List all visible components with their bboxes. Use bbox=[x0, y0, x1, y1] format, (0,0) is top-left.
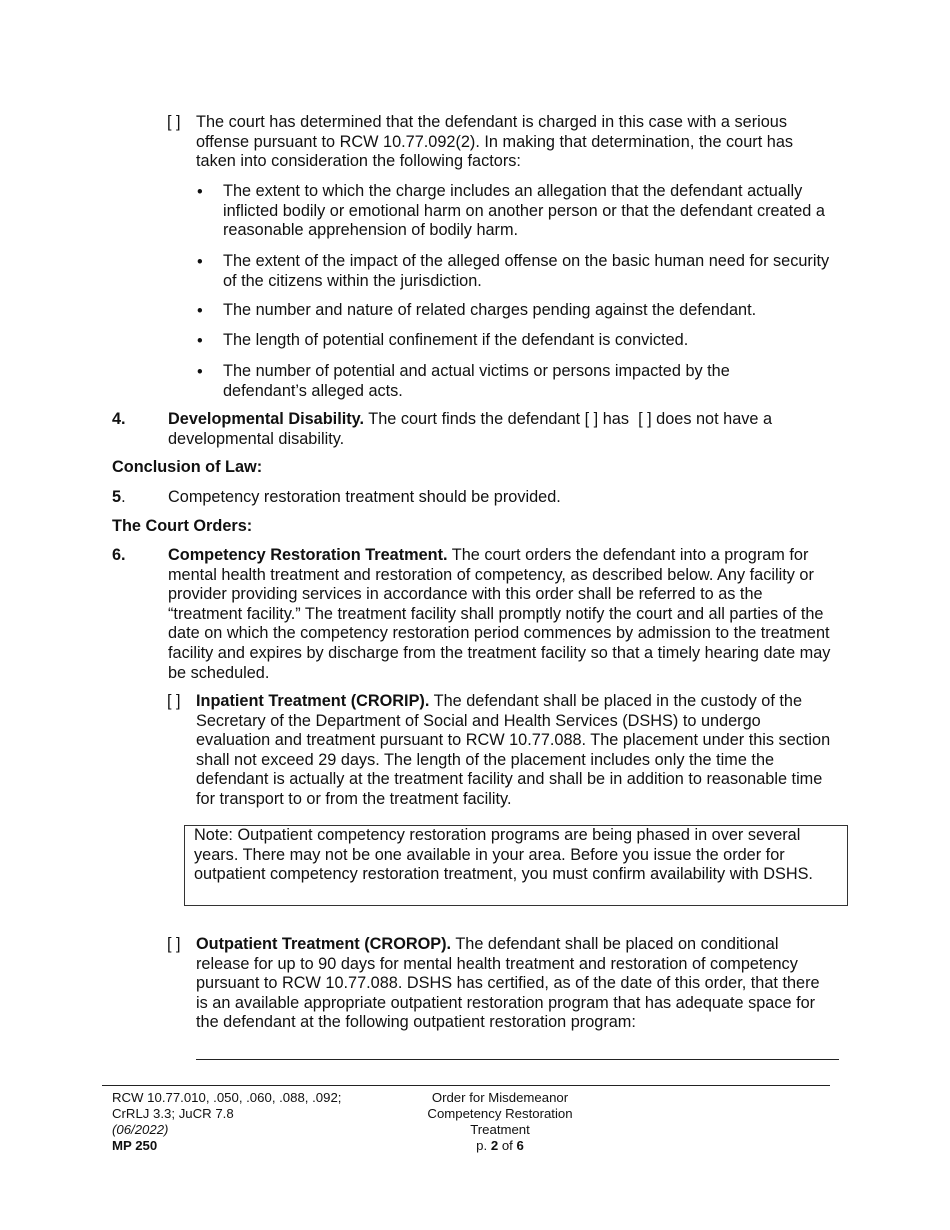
footer-page-number: p. 2 of 6 bbox=[476, 1138, 524, 1153]
bullet-icon: • bbox=[197, 302, 203, 320]
outpatient-checkbox[interactable]: [ ] bbox=[167, 935, 181, 953]
outpatient-body: The defendant shall be placed on conditional release for up to 90 days for mental health treatment and restoration of competency pursuant to RCW 10.77.088. DSHS has certified, as of the date of this order, that there is an available appropriate outpatient restoration program that has adequate space for the defendant at the following outpatient restoration program: bbox=[196, 935, 820, 1032]
factor-item: The length of potential confinement if the defendant is convicted. bbox=[223, 331, 689, 349]
program-name-blank-line[interactable] bbox=[196, 1059, 839, 1060]
serious-offense-text: The court has determined that the defendant is charged in this case with a serious offense pursuant to RCW 10.77.092(2). In making that determination, the court has taken into consideration the following factors: bbox=[196, 113, 794, 171]
footer-divider bbox=[102, 1085, 830, 1086]
factor-item: The number of potential and actual victims or persons impacted by the defendant’s alleged acts. bbox=[223, 362, 730, 400]
outpatient-title: Outpatient Treatment (CROROP). bbox=[196, 935, 452, 953]
inpatient-title: Inpatient Treatment (CRORIP). bbox=[196, 692, 430, 710]
item-5-text: Competency restoration treatment should be provided. bbox=[168, 488, 561, 506]
bullet-icon: • bbox=[197, 332, 203, 350]
item-6-body: The court orders the defendant into a program for mental health treatment and restoration of competency, as described below. Any facility or provider providing services in accordance with this order shall be referred to as the “treatment facility.” The treatment facility shall promptly notify the court and all parties of the date on which the competency restoration period commences by admission to the treatment facility and expires by discharge from the treatment facility so that a timely hearing date may be scheduled. bbox=[168, 546, 831, 682]
outpatient-note-box bbox=[184, 825, 848, 906]
outpatient-text bbox=[196, 935, 832, 1033]
does-not-have-checkbox[interactable]: [ ] bbox=[638, 410, 652, 428]
footer-statutes-line1: RCW 10.77.010, .050, .060, .088, .092; bbox=[112, 1090, 342, 1105]
item-4-lead: The court finds the defendant bbox=[368, 410, 581, 428]
inpatient-body: The defendant shall be placed in the custody of the Secretary of the Department of Social and Health Services (DSHS) to undergo evaluation and treatment pursuant to RCW 10.77.088. The placement under this section shall not exceed 29 days. The length of the placement includes only the time the defendant is actually at the treatment facility and shall be in addition to reasonable time for transport to or from the treatment facility. bbox=[196, 692, 831, 808]
has-option: has bbox=[602, 410, 629, 428]
item-6-number: 6. bbox=[112, 546, 126, 564]
footer-title-line3: Treatment bbox=[470, 1122, 530, 1137]
orders-heading: The Court Orders: bbox=[112, 517, 253, 535]
bullet-icon: • bbox=[197, 253, 203, 271]
factor-item: The extent to which the charge includes an allegation that the defendant actually inflicted bodily or emotional harm on another person or that the defendant created a reasonable apprehension of bodily harm. bbox=[223, 182, 825, 240]
footer-form-number: MP 250 bbox=[112, 1138, 158, 1153]
item-5-number: 5. bbox=[112, 488, 126, 506]
inpatient-text bbox=[196, 692, 836, 810]
footer-statutes-line2: CrRLJ 3.3; JuCR 7.8 bbox=[112, 1106, 234, 1121]
factor-item: The extent of the impact of the alleged offense on the basic human need for security of the citizens within the jurisdiction. bbox=[223, 252, 830, 290]
item-6-title: Competency Restoration Treatment. bbox=[168, 546, 448, 564]
footer-title-line1: Order for Misdemeanor bbox=[431, 1090, 569, 1105]
conclusion-heading: Conclusion of Law: bbox=[112, 458, 263, 476]
factor-item: The number and nature of related charges pending against the defendant. bbox=[223, 301, 757, 319]
footer-title-line2: Competency Restoration bbox=[427, 1106, 573, 1121]
item-6-text bbox=[168, 546, 840, 683]
footer-date: (06/2022) bbox=[112, 1122, 169, 1137]
item-4-number: 4. bbox=[112, 410, 126, 428]
has-checkbox[interactable]: [ ] bbox=[584, 410, 599, 428]
bullet-icon: • bbox=[197, 363, 203, 381]
item-4-title: Developmental Disability. bbox=[168, 410, 365, 428]
serious-offense-checkbox[interactable]: [ ] bbox=[167, 113, 181, 131]
does-not-have-option: does not have a developmental disability. bbox=[168, 410, 773, 448]
outpatient-note-text: Note: Outpatient competency restoration programs are being phased in over several years. There may not be one available in your area. Before you issue the order for outpatient competency restoration treatment, you must confirm availability with DSHS. bbox=[194, 826, 813, 884]
inpatient-checkbox[interactable]: [ ] bbox=[167, 692, 181, 710]
item-4-text bbox=[168, 410, 828, 449]
bullet-icon: • bbox=[197, 183, 203, 201]
